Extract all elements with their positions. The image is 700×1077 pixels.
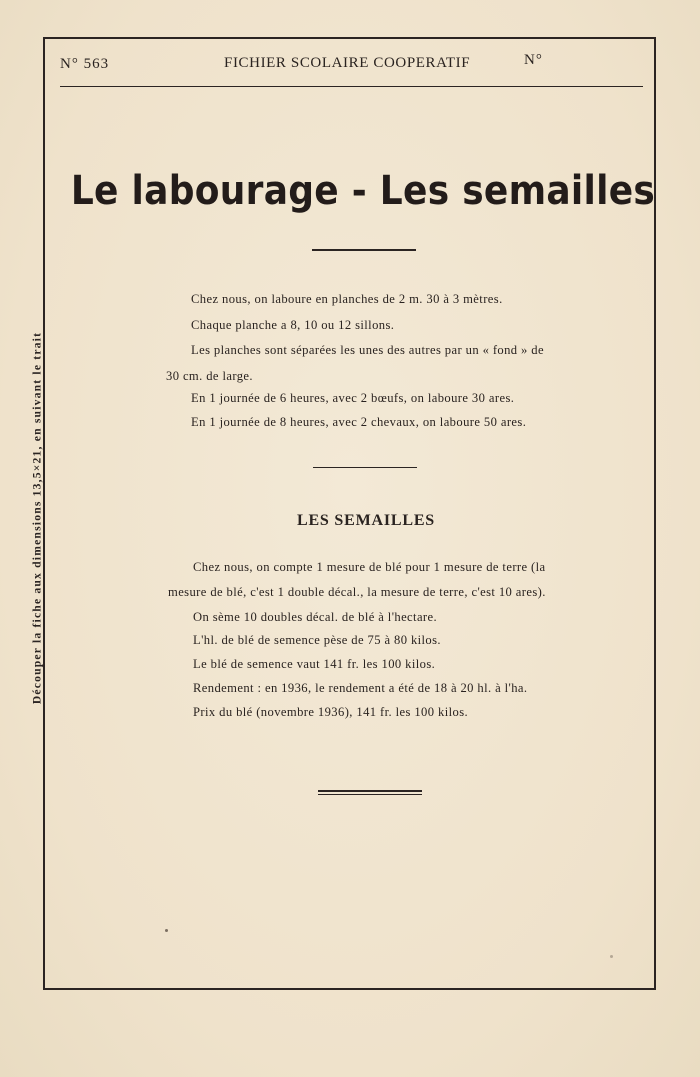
header-divider bbox=[60, 86, 643, 87]
card-header bbox=[60, 52, 645, 82]
page-title: Le labourage - Les semailles bbox=[70, 168, 656, 214]
card-number: N° 563 bbox=[60, 56, 110, 72]
end-divider-thin bbox=[318, 794, 422, 795]
labourage-line: Chaque planche a 8, 10 ou 12 sillons. bbox=[191, 318, 395, 332]
labourage-line: En 1 journée de 6 heures, avec 2 bœufs, on laboure 30 ares. bbox=[191, 391, 515, 405]
end-divider bbox=[318, 790, 422, 792]
semailles-heading: LES SEMAILLES bbox=[296, 512, 435, 529]
collection-title: FICHIER SCOLAIRE COOPERATIF bbox=[224, 55, 471, 71]
section-divider bbox=[313, 467, 417, 468]
semailles-line: Le blé de semence vaut 141 fr. les 100 kilos. bbox=[193, 657, 436, 671]
card-number-secondary: N° bbox=[524, 52, 543, 68]
labourage-line: En 1 journée de 8 heures, avec 2 chevaux, on laboure 50 ares. bbox=[191, 415, 527, 429]
semailles-line: Chez nous, on compte 1 mesure de blé pour 1 mesure de terre (la bbox=[193, 560, 546, 574]
paper-speck bbox=[610, 955, 613, 958]
semailles-line: mesure de blé, c'est 1 double décal., la mesure de terre, c'est 10 ares). bbox=[168, 585, 546, 599]
labourage-line: Les planches sont séparées les unes des autres par un « fond » de bbox=[191, 343, 544, 357]
title-divider bbox=[312, 249, 416, 251]
paper-speck bbox=[165, 929, 168, 932]
labourage-line: Chez nous, on laboure en planches de 2 m. 30 à 3 mètres. bbox=[191, 292, 503, 306]
semailles-line: L'hl. de blé de semence pèse de 75 à 80 kilos. bbox=[193, 633, 441, 647]
semailles-line: On sème 10 doubles décal. de blé à l'hectare. bbox=[193, 610, 438, 624]
semailles-line: Prix du blé (novembre 1936), 141 fr. les 100 kilos. bbox=[193, 705, 469, 719]
cut-instruction: Découper la fiche aux dimensions 13,5×21, en suivant le trait bbox=[30, 331, 44, 705]
labourage-line: 30 cm. de large. bbox=[166, 369, 253, 383]
semailles-line: Rendement : en 1936, le rendement a été de 18 à 20 hl. à l'ha. bbox=[193, 681, 528, 695]
